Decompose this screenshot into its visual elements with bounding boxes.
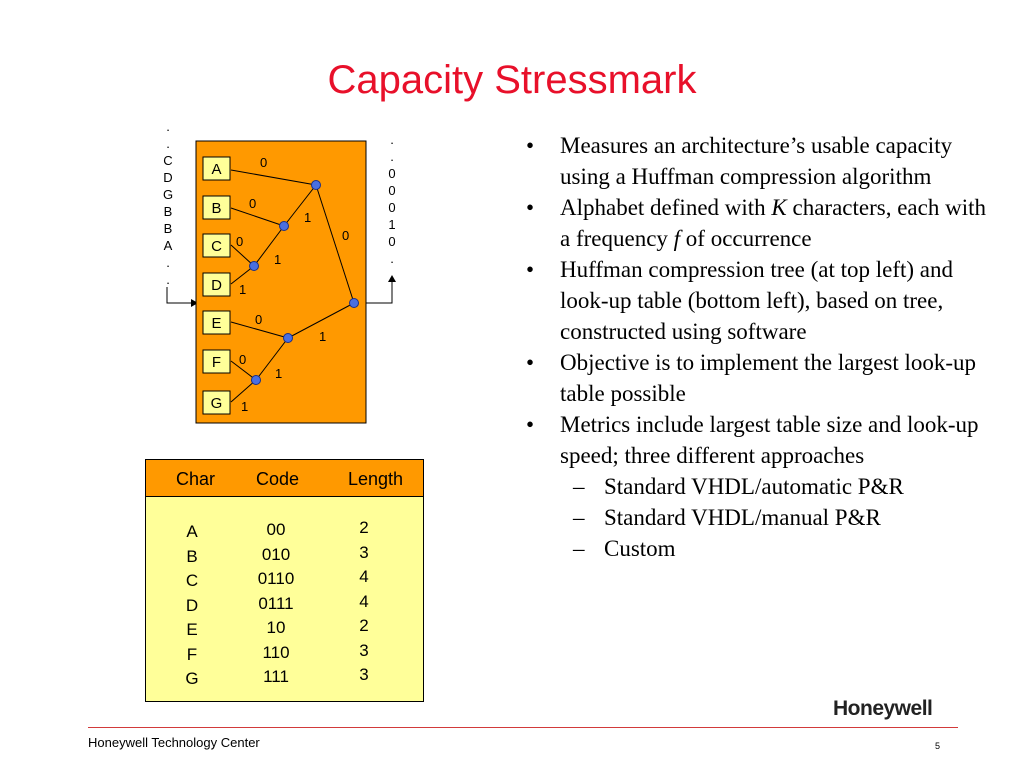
tree-node [350,299,359,308]
edge-label: 1 [304,210,312,225]
table-cell-code: 00 [266,520,286,539]
sub-bullet-item: – Standard VHDL/manual P&R [573,505,881,530]
table-cell-char: D [185,595,199,615]
bullet-item: • Metrics include largest table size and look-up speed; three different approaches [526,412,979,468]
column-header-length: Length [348,469,404,489]
bullet-item: • Objective is to implement the largest look-up table possible [526,350,977,406]
table-cell-code: 0110 [257,569,295,588]
column-header-code: Code [256,469,300,489]
sub-bullet-item: – Standard VHDL/automatic P&R [573,474,904,499]
edge-label: 0 [342,228,350,243]
input-symbol: B [163,204,173,219]
bullet-item: • Alphabet defined with K characters, each with a frequency f of occurrence [526,195,986,251]
edge-label: 0 [249,196,257,211]
edge-label: 1 [275,366,283,381]
column-char-values [180,520,204,692]
leaf-label: E [211,315,222,332]
leaf-label: C [211,238,222,255]
edge-label: 1 [319,329,327,344]
table-cell-char: C [185,571,199,590]
honeywell-logo: Honeywell [833,697,933,720]
table-cell-char: G [185,669,199,688]
output-bit: . [390,268,394,283]
table-cell-char: B [186,546,198,566]
leaf-label: D [211,277,222,294]
table-cell-length: 3 [359,665,369,684]
input-symbol: . [166,119,170,134]
lookup-table [145,459,424,702]
input-symbol-stream [158,118,178,288]
output-bit: 0 [388,200,396,215]
lookup-table-header [146,460,423,497]
sub-bullet-item: – Custom [573,536,676,561]
output-bit: . [390,132,394,147]
input-symbol: . [166,255,170,270]
bullet-item: • Measures an architecture’s usable capacity using a Huffman compression algorithm [526,133,953,189]
input-symbol: D [163,170,173,185]
edge-label: 1 [239,282,247,297]
output-bit: 0 [388,183,396,198]
input-symbol: A [163,238,173,253]
bullet-item: • Huffman compression tree (at top left) and look-up table (bottom left), based on tree, constructed using software [526,257,953,344]
output-bit: . [390,251,394,266]
footer-text: Honeywell Technology Center [88,735,260,750]
column-length-values [352,516,376,688]
leaf-label: B [211,200,222,217]
input-symbol: C [163,153,173,168]
tree-node [312,181,321,190]
tree-node [250,262,259,271]
table-cell-char: A [186,522,198,541]
table-cell-char: E [186,620,198,639]
footer-divider [88,727,958,728]
column-header-char: Char [176,469,216,489]
table-cell-code: 110 [262,642,290,662]
input-symbol: B [163,221,173,236]
edge-label: 1 [241,399,249,414]
input-symbol: . [166,272,170,287]
input-symbol: . [166,136,170,151]
edge-label: 0 [260,155,268,170]
table-cell-code: 111 [263,667,289,686]
bullet-list [518,130,988,564]
output-bit: 1 [388,217,396,232]
slide-title: Capacity Stressmark [327,58,697,102]
leaf-label: F [211,354,222,371]
table-cell-code: 0111 [258,593,294,613]
edge-label: 0 [255,312,263,327]
edge-label: 0 [236,234,244,249]
tree-node [280,222,289,231]
output-bit: 0 [388,234,396,249]
input-arrow [167,287,191,303]
leaf-label: G [210,395,223,412]
edge-label: 1 [274,252,282,267]
edge-label: 0 [239,352,247,367]
table-cell-code: 010 [261,544,291,564]
tree-node [252,376,261,385]
table-cell-code: 10 [266,618,286,637]
output-bit: . [390,149,394,164]
table-cell-length: 3 [359,542,369,562]
output-bit-stream [382,131,402,284]
output-arrow [366,282,392,303]
table-cell-char: F [186,644,198,664]
page-number: 5 [935,741,941,751]
table-cell-length: 2 [359,616,369,635]
output-bit: 0 [388,166,396,181]
tree-node [284,334,293,343]
table-cell-length: 4 [359,567,369,586]
input-symbol: G [162,187,174,202]
leaf-label: A [211,161,222,178]
table-cell-length: 3 [359,640,369,660]
table-cell-length: 2 [359,518,369,537]
column-code-values [246,518,306,690]
table-cell-length: 4 [359,591,369,611]
